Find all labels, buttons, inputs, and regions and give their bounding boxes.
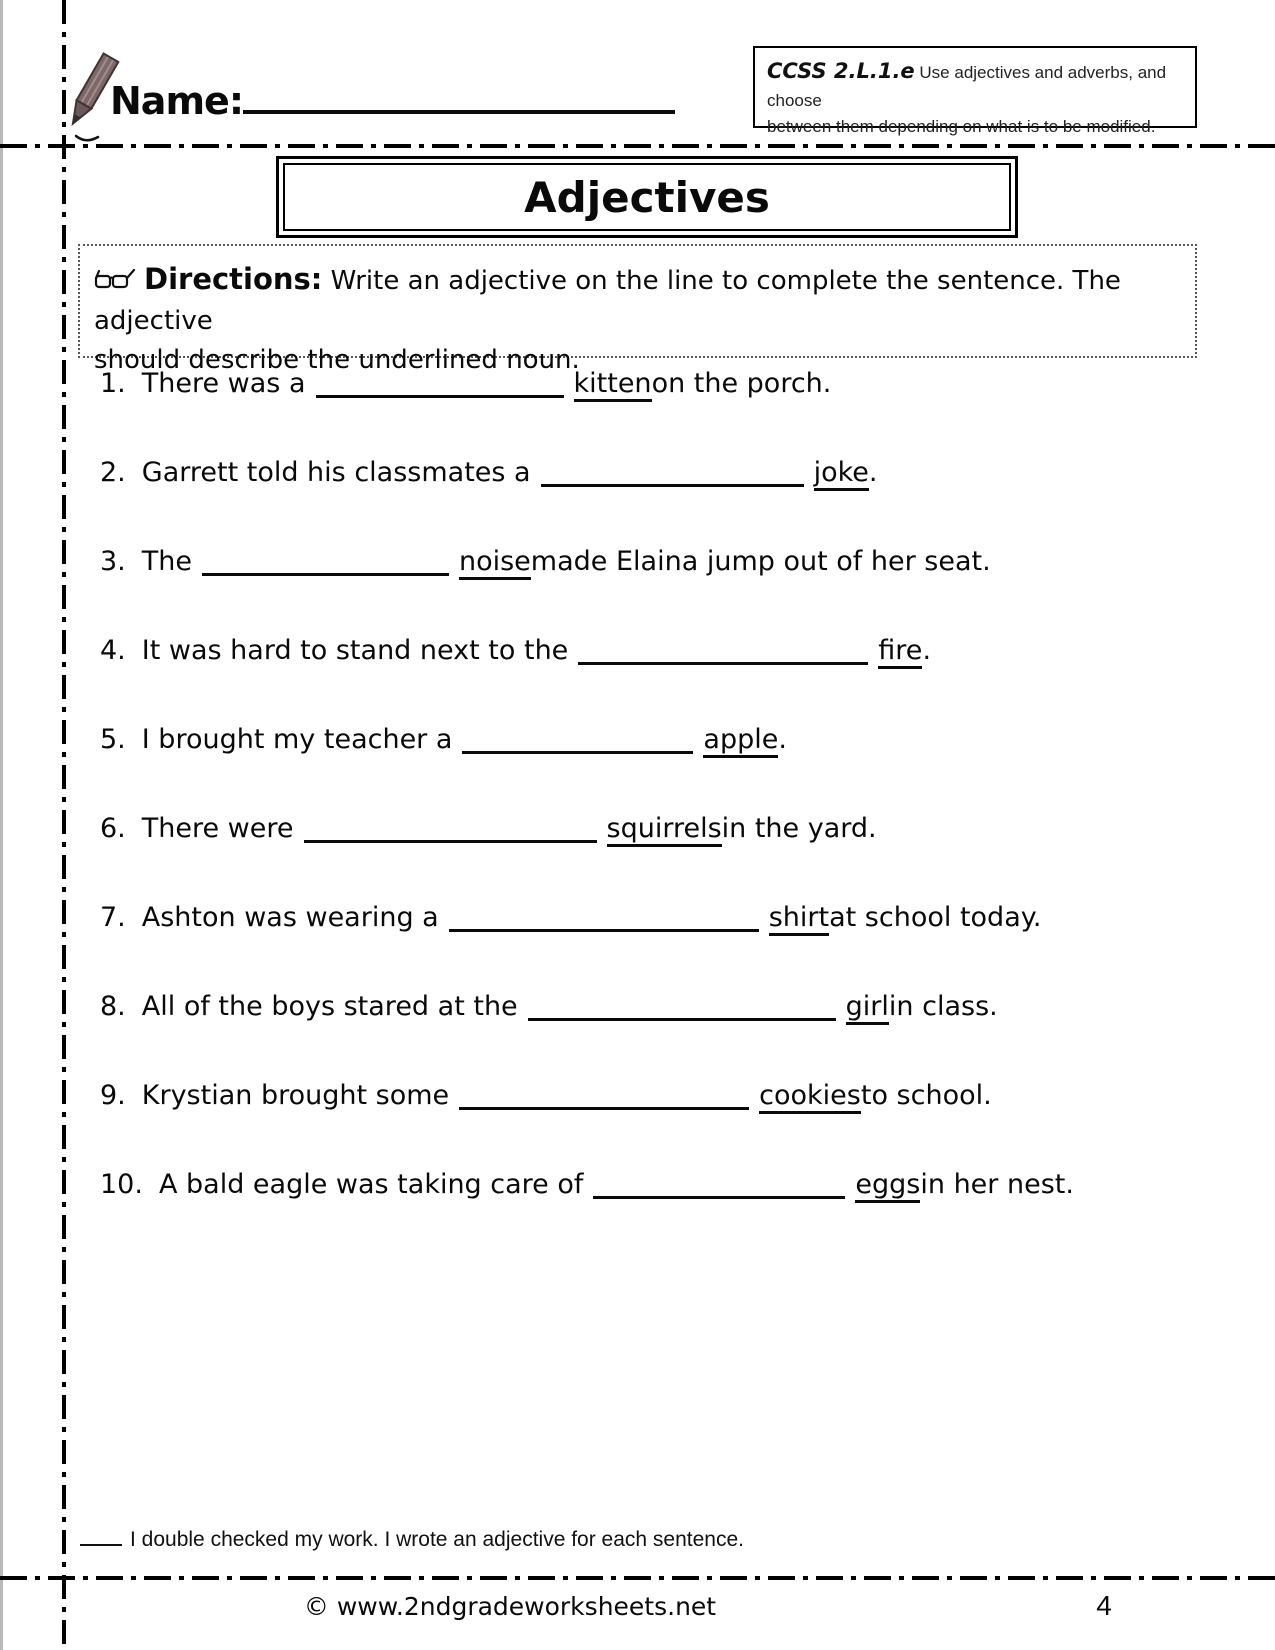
adjective-write-blank[interactable] <box>202 546 449 576</box>
sentence-number: 9. <box>100 1080 126 1111</box>
sentence-text-pre: There was a <box>141 368 306 399</box>
sentence-number: 2. <box>100 457 126 488</box>
page-title: Adjectives <box>524 172 770 222</box>
adjective-write-blank[interactable] <box>462 724 693 754</box>
sentence-row <box>100 447 1220 536</box>
underlined-noun: cookies <box>759 1080 861 1114</box>
underlined-noun: girl <box>846 991 889 1025</box>
ccss-standard-box <box>753 46 1197 136</box>
adjective-write-blank[interactable] <box>578 635 868 665</box>
sentence-number: 3. <box>100 546 126 577</box>
sentence-row <box>100 536 1220 625</box>
sentence-text-pre: Krystian brought some <box>141 1080 450 1111</box>
underlined-noun: fire <box>878 635 922 669</box>
eyeglasses-icon <box>94 266 138 292</box>
name-row <box>110 76 675 123</box>
underlined-noun: joke <box>814 457 869 491</box>
underlined-noun: shirt <box>769 902 829 936</box>
left-dashdot-border <box>62 0 66 1650</box>
sentence-number: 4. <box>100 635 126 666</box>
sentence-text-post: at school today. <box>829 902 1042 933</box>
underlined-noun: apple <box>703 724 778 758</box>
sentence-text-post: . <box>922 635 932 666</box>
sentence-number: 6. <box>100 813 126 844</box>
sentence-text-post: to school. <box>860 1080 992 1111</box>
sentence-text-post: on the porch. <box>651 368 832 399</box>
directions-text-line2: should describe the underlined noun. <box>94 344 580 375</box>
underlined-noun: noise <box>459 546 531 580</box>
sentence-text-pre: It was hard to stand next to the <box>141 635 569 666</box>
title-box-inner <box>283 163 1011 231</box>
sentence-row <box>100 625 1220 714</box>
adjective-write-blank[interactable] <box>541 457 804 487</box>
bottom-dashdot-rule <box>0 1576 1275 1580</box>
name-write-line[interactable] <box>243 76 675 114</box>
sentence-text-pre: Ashton was wearing a <box>141 902 439 933</box>
sentence-number: 8. <box>100 991 126 1022</box>
ccss-text-line2: between them depending on what is to be modified. <box>767 116 1156 136</box>
sentence-number: 10. <box>100 1169 143 1200</box>
underlined-noun: squirrels <box>607 813 722 847</box>
sentence-text-post: in her nest. <box>920 1169 1074 1200</box>
adjective-write-blank[interactable] <box>459 1080 749 1110</box>
adjective-write-blank[interactable] <box>528 991 836 1021</box>
sentence-row <box>100 1159 1220 1248</box>
sentence-text-pre: I brought my teacher a <box>141 724 453 755</box>
sentence-text-pre: All of the boys stared at the <box>141 991 518 1022</box>
ccss-text-line1: Use adjectives and adverbs, and choose <box>767 63 1167 110</box>
top-dashdot-rule <box>0 144 1275 148</box>
sentence-text-pre: There were <box>141 813 294 844</box>
sentence-number: 5. <box>100 724 126 755</box>
sentence-text-post: made Elaina jump out of her seat. <box>530 546 991 577</box>
directions-text-line1: Write an adjective on the line to complete the sentence. The adjective <box>94 266 1121 336</box>
adjective-write-blank[interactable] <box>449 902 759 932</box>
sentence-row <box>100 892 1220 981</box>
sentence-row <box>100 358 1220 447</box>
title-box <box>276 156 1018 238</box>
sentence-row <box>100 981 1220 1070</box>
copyright-text: © www.2ndgradeworksheets.net <box>303 1592 717 1621</box>
sentence-list <box>100 358 1220 1248</box>
sentence-number: 7. <box>100 902 126 933</box>
sentence-text-post: . <box>868 457 878 488</box>
ccss-code: CCSS 2.L.1.e <box>767 59 915 83</box>
sentence-text-pre: Garrett told his classmates a <box>141 457 531 488</box>
name-label: Name: <box>110 79 244 123</box>
underlined-noun: kitten <box>574 368 652 402</box>
sentence-row <box>100 1070 1220 1159</box>
sentence-text-pre: The <box>141 546 192 577</box>
adjective-write-blank[interactable] <box>316 368 564 398</box>
directions-box <box>78 244 1197 375</box>
sentence-number: 1. <box>100 368 126 399</box>
sentence-row <box>100 714 1220 803</box>
sentence-text-post: . <box>778 724 787 755</box>
directions-label: Directions: <box>144 262 323 296</box>
adjective-write-blank[interactable] <box>304 813 597 843</box>
adjective-write-blank[interactable] <box>593 1169 845 1199</box>
page-number: 4 <box>1096 1590 1112 1621</box>
self-check-row <box>80 1526 744 1552</box>
self-check-blank[interactable] <box>80 1526 122 1546</box>
sentence-text-pre: A bald eagle was taking care of <box>158 1169 584 1200</box>
sentence-text-post: in the yard. <box>721 813 877 844</box>
sentence-text-post: in class. <box>888 991 998 1022</box>
sentence-row <box>100 803 1220 892</box>
scan-edge-line <box>0 0 3 1650</box>
self-check-text: I double checked my work. I wrote an adjective for each sentence. <box>130 1528 744 1551</box>
underlined-noun: eggs <box>855 1169 920 1203</box>
